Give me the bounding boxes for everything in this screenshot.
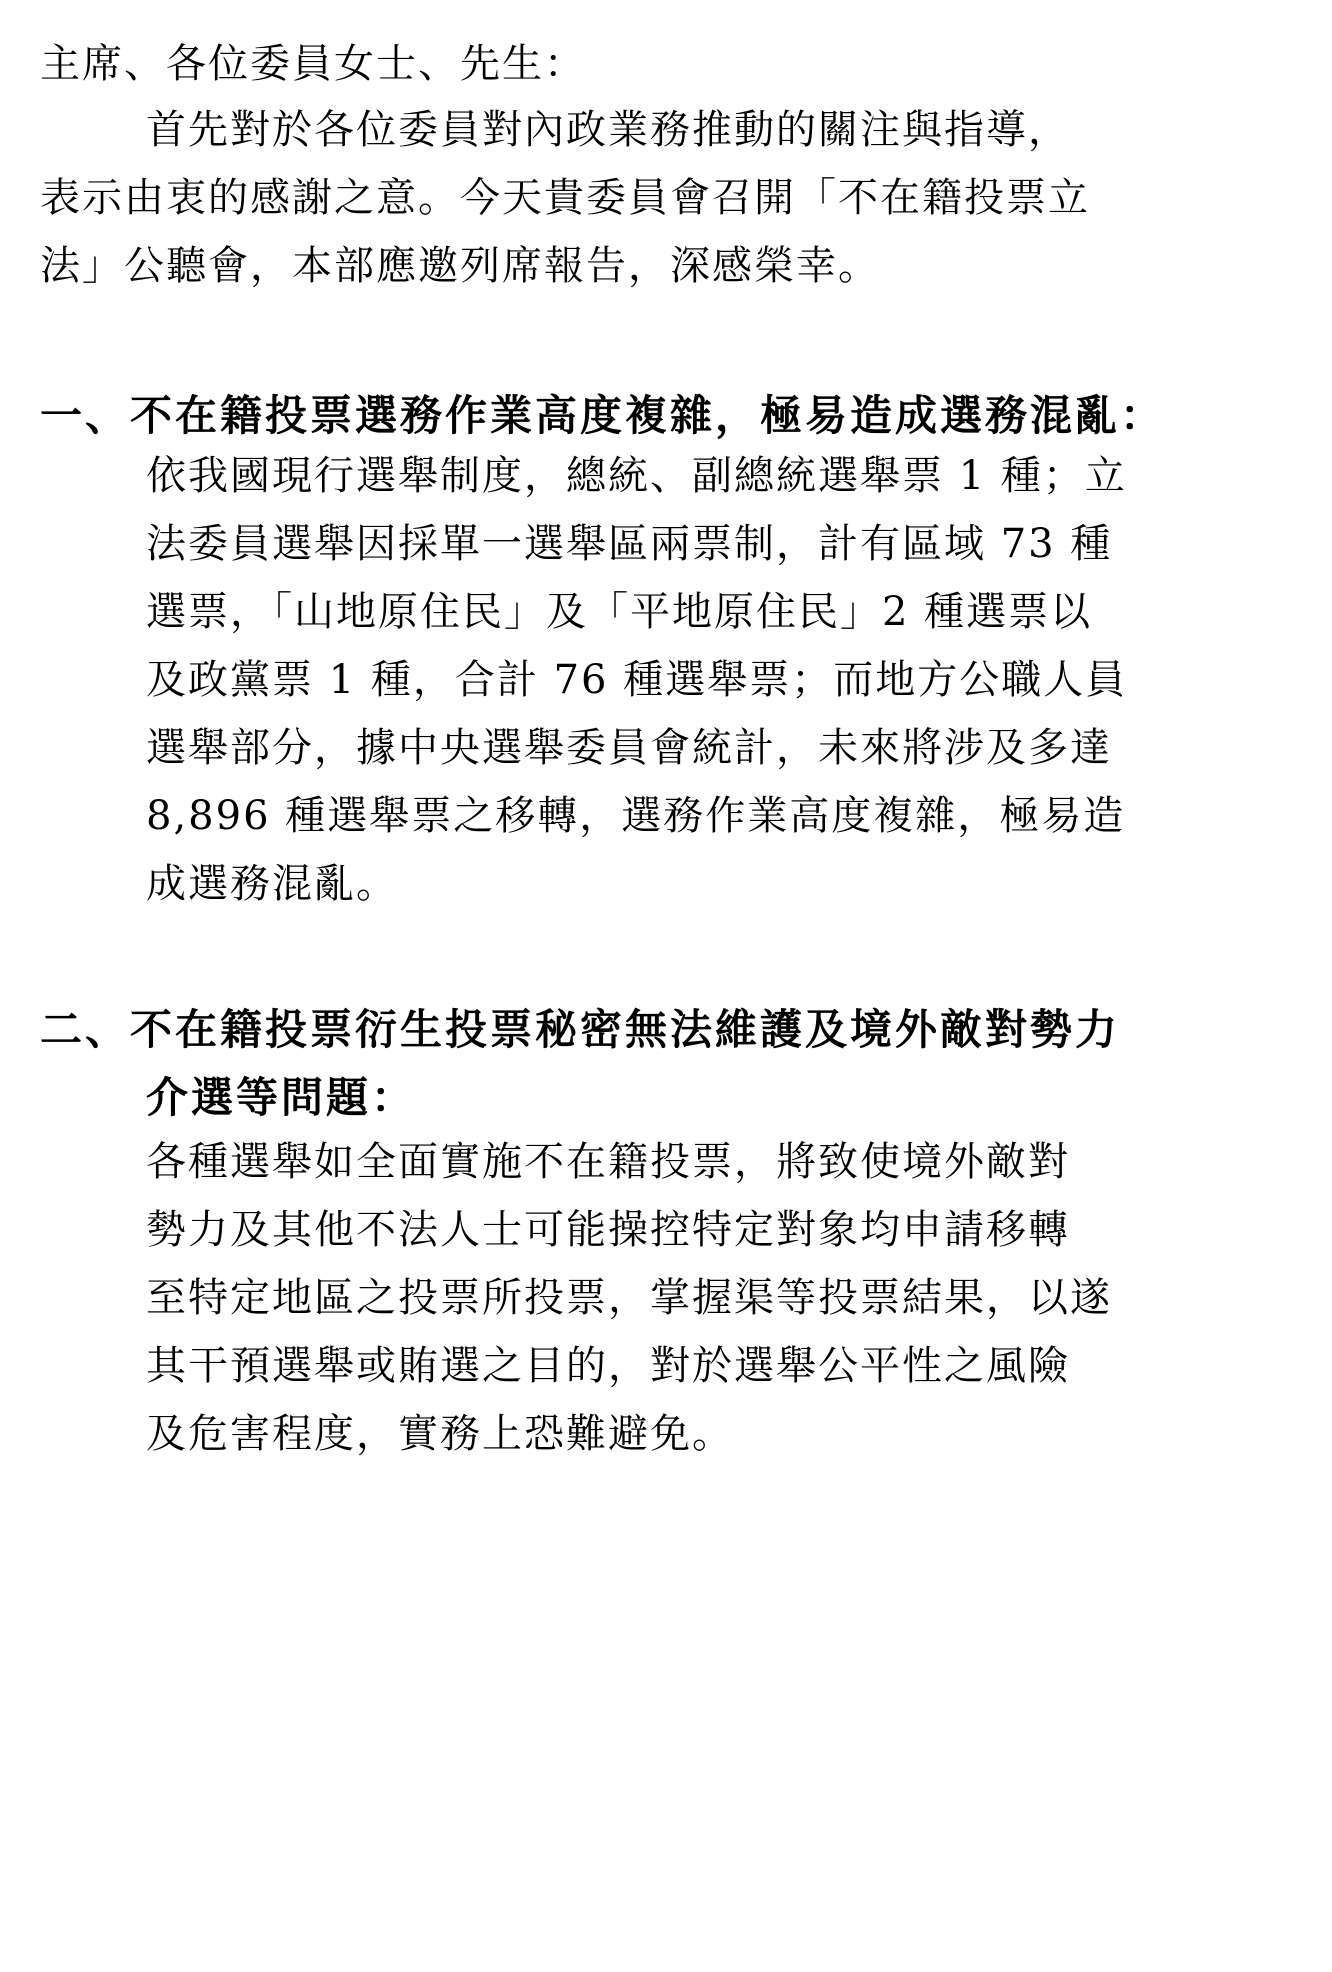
section-1-line: 選票，「山地原住民」及「平地原住民」2 種選票以	[146, 589, 1093, 635]
section-2-line: 至特定地區之投票所投票，掌握渠等投票結果，以遂	[146, 1275, 1112, 1321]
section-1-heading: 一、不在籍投票選務作業高度複雜，極易造成選務混亂：	[40, 391, 1166, 440]
section-1-line: 選舉部分，據中央選舉委員會統計，未來將涉及多達	[146, 725, 1112, 771]
section-1-line: 依我國現行選舉制度，總統、副總統選舉票 1 種；立	[146, 453, 1127, 499]
section-1-line: 法委員選舉因採單一選舉區兩票制，計有區域 73 種	[146, 521, 1113, 567]
section-1-line: 及政黨票 1 種，合計 76 種選舉票；而地方公職人員	[146, 657, 1128, 703]
section-2-line: 及危害程度，實務上恐難避免。	[146, 1411, 734, 1457]
salutation: 主席、各位委員女士、先生：	[40, 41, 586, 87]
section-1-line: 成選務混亂。	[146, 861, 398, 907]
intro-line: 表示由衷的感謝之意。今天貴委員會召開「不在籍投票立	[40, 175, 1090, 221]
section-2-line: 勢力及其他不法人士可能操控特定對象均申請移轉	[146, 1207, 1070, 1253]
section-2-line: 其干預選舉或賄選之目的，對於選舉公平性之風險	[146, 1343, 1070, 1389]
section-1-line: 8,896 種選舉票之移轉，選務作業高度複雜，極易造	[146, 793, 1126, 839]
intro-line: 首先對於各位委員對內政業務推動的關注與指導，	[146, 107, 1070, 153]
intro-line: 法」公聽會，本部應邀列席報告，深感榮幸。	[40, 243, 880, 289]
section-2-heading: 二、不在籍投票衍生投票秘密無法維護及境外敵對勢力	[40, 1005, 1121, 1054]
section-2-heading-continued: 介選等問題：	[146, 1073, 417, 1122]
section-2-line: 各種選舉如全面實施不在籍投票，將致使境外敵對	[146, 1139, 1070, 1185]
